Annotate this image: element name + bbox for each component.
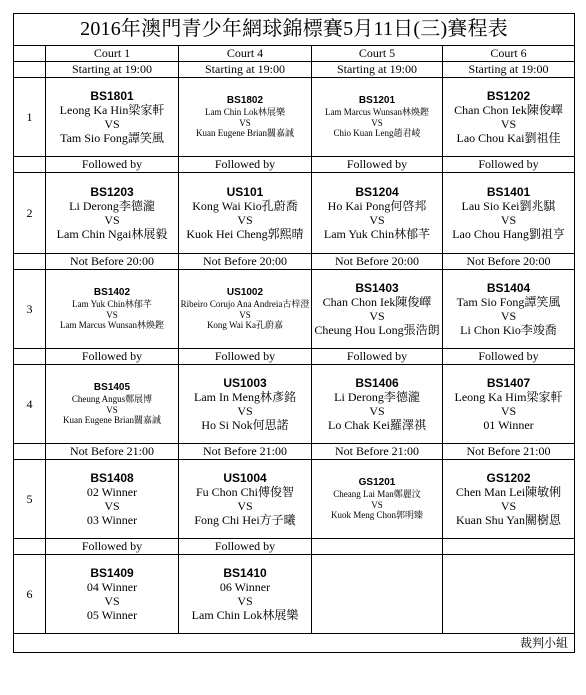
player-two: Kuan Eugene Brian關嘉誠 bbox=[63, 415, 161, 426]
player-two: Chio Kuan Leng趙君崚 bbox=[333, 128, 421, 139]
row-number: 3 bbox=[14, 270, 46, 349]
vs-label: VS bbox=[237, 594, 253, 608]
vs-label: VS bbox=[369, 213, 385, 227]
row-number: 1 bbox=[14, 78, 46, 157]
player-two: Kuan Eugene Brian關嘉誠 bbox=[196, 128, 294, 139]
schedule-note: Not Before 20:00 bbox=[443, 254, 575, 270]
player-two: Li Chon Kio李竣喬 bbox=[460, 323, 557, 338]
match-row bbox=[14, 555, 575, 634]
vs-label: VS bbox=[239, 309, 251, 320]
match-id: BS1409 bbox=[90, 565, 134, 580]
match-cell bbox=[443, 365, 575, 444]
vs-label: VS bbox=[369, 404, 385, 418]
vs-label: VS bbox=[239, 117, 251, 128]
match-id: BS1802 bbox=[226, 95, 264, 107]
match-cell bbox=[312, 173, 443, 254]
row-number: 4 bbox=[14, 365, 46, 444]
match-id: BS1401 bbox=[486, 184, 531, 199]
separator-blank bbox=[14, 349, 46, 365]
court-header: Court 4 bbox=[179, 46, 312, 62]
player-two: Lam Marcus Wunsan林煥鏗 bbox=[60, 320, 164, 331]
separator-blank bbox=[14, 539, 46, 555]
player-one: Li Derong李德瀧 bbox=[334, 389, 420, 404]
player-two: 05 Winner bbox=[86, 608, 138, 623]
match-cell bbox=[46, 365, 179, 444]
schedule-note: Followed by bbox=[46, 157, 179, 173]
match-cell bbox=[312, 365, 443, 444]
match-id: BS1403 bbox=[355, 280, 399, 295]
vs-label: VS bbox=[500, 404, 517, 418]
player-two: Lam Chin Lok林展樂 bbox=[191, 608, 299, 623]
schedule-note: Followed by bbox=[179, 349, 312, 365]
vs-label: VS bbox=[500, 499, 517, 513]
player-one: Cheung Angus鄭展博 bbox=[71, 393, 153, 404]
schedule-note: Not Before 20:00 bbox=[312, 254, 443, 270]
start-time: Starting at 19:00 bbox=[46, 62, 179, 78]
match-cell bbox=[179, 460, 312, 539]
player-two: Tam Sio Fong譚笑風 bbox=[60, 131, 164, 146]
schedule-note: Followed by bbox=[443, 157, 575, 173]
vs-label: VS bbox=[371, 499, 383, 510]
vs-label: VS bbox=[104, 117, 120, 131]
vs-label: VS bbox=[237, 499, 253, 513]
player-two: Lam Yuk Chin林郁芊 bbox=[323, 227, 431, 242]
match-row bbox=[14, 460, 575, 539]
player-one: Tam Sio Fong譚笑風 bbox=[456, 294, 561, 309]
match-id: BS1202 bbox=[486, 88, 531, 103]
page-title: 2016年澳門青少年網球錦標賽5月11日(三)賽程表 bbox=[14, 14, 575, 46]
row-number: 5 bbox=[14, 460, 46, 539]
match-id: US101 bbox=[226, 184, 264, 199]
vs-label: VS bbox=[237, 404, 253, 418]
match-id: GS1201 bbox=[358, 477, 396, 489]
vs-label: VS bbox=[500, 117, 517, 131]
separator-row bbox=[14, 539, 575, 555]
match-cell bbox=[312, 460, 443, 539]
court-header: Court 1 bbox=[46, 46, 179, 62]
match-id: BS1201 bbox=[358, 95, 396, 107]
row-number: 6 bbox=[14, 555, 46, 634]
player-two: Cheung Hou Long張浩朗 bbox=[314, 323, 440, 338]
match-cell bbox=[46, 270, 179, 349]
court-header: Court 6 bbox=[443, 46, 575, 62]
start-time: Starting at 19:00 bbox=[312, 62, 443, 78]
player-one: Kong Wai Kio孔蔚喬 bbox=[192, 198, 298, 213]
player-one: Leong Ka Hin梁家軒 bbox=[59, 102, 165, 117]
schedule-note bbox=[443, 539, 575, 555]
match-id: BS1405 bbox=[93, 382, 131, 394]
separator-blank bbox=[14, 444, 46, 460]
player-two: Kuan Shu Yan關樹恩 bbox=[456, 513, 562, 528]
player-two: Kong Wai Ka孔蔚嘉 bbox=[206, 320, 284, 331]
separator-row bbox=[14, 157, 575, 173]
court-header: Court 5 bbox=[312, 46, 443, 62]
schedule-note: Not Before 21:00 bbox=[179, 444, 312, 460]
player-two: Lo Chak Kei羅澤祺 bbox=[328, 418, 426, 433]
schedule-note: Followed by bbox=[179, 157, 312, 173]
vs-label: VS bbox=[500, 213, 517, 227]
match-row bbox=[14, 365, 575, 444]
schedule-note: Not Before 20:00 bbox=[179, 254, 312, 270]
vs-label: VS bbox=[500, 309, 517, 323]
player-one: Ho Kai Pong何啓邦 bbox=[327, 198, 427, 213]
schedule-note: Not Before 20:00 bbox=[46, 254, 179, 270]
match-cell bbox=[179, 555, 312, 634]
player-one: 02 Winner bbox=[86, 484, 138, 499]
match-cell bbox=[443, 78, 575, 157]
schedule-note: Followed by bbox=[46, 349, 179, 365]
match-id: BS1410 bbox=[223, 565, 267, 580]
player-one: Chen Man Lei陳敏俐 bbox=[455, 484, 562, 499]
match-id: BS1406 bbox=[355, 375, 399, 390]
schedule-note bbox=[312, 539, 443, 555]
match-id: GS1202 bbox=[486, 470, 531, 485]
match-id: US1004 bbox=[223, 470, 267, 485]
match-row bbox=[14, 173, 575, 254]
schedule-note: Not Before 21:00 bbox=[443, 444, 575, 460]
player-two: Ho Si Nok何思諾 bbox=[201, 418, 289, 433]
schedule-note: Followed by bbox=[443, 349, 575, 365]
match-row bbox=[14, 270, 575, 349]
court-header-row bbox=[14, 46, 575, 62]
player-one: Chan Chon Iek陳俊嶧 bbox=[454, 102, 563, 117]
schedule-body bbox=[14, 78, 575, 634]
vs-label: VS bbox=[104, 594, 120, 608]
schedule-note: Followed by bbox=[179, 539, 312, 555]
match-cell bbox=[179, 78, 312, 157]
vs-label: VS bbox=[106, 404, 118, 415]
separator-row bbox=[14, 444, 575, 460]
separator-blank bbox=[14, 157, 46, 173]
empty-cell bbox=[443, 555, 575, 634]
player-two: Fong Chi Hei方子曦 bbox=[194, 513, 296, 528]
player-two: Kuok Hei Cheng郭熙晴 bbox=[186, 227, 304, 242]
schedule-note: Followed by bbox=[312, 349, 443, 365]
match-cell bbox=[46, 173, 179, 254]
footer-row bbox=[14, 634, 575, 653]
player-one: Lam Chin Lok林展樂 bbox=[205, 106, 285, 117]
vs-label: VS bbox=[237, 213, 253, 227]
player-two: 01 Winner bbox=[483, 418, 534, 433]
separator-blank bbox=[14, 254, 46, 270]
player-one: Li Derong李德瀧 bbox=[69, 198, 155, 213]
vs-label: VS bbox=[106, 309, 118, 320]
footer-note: 裁判小組 bbox=[14, 634, 575, 653]
schedule-sheet bbox=[13, 13, 574, 653]
match-id: BS1801 bbox=[90, 88, 134, 103]
start-time-row bbox=[14, 62, 575, 78]
schedule-note: Followed by bbox=[46, 539, 179, 555]
player-one: Leong Ka Him梁家軒 bbox=[454, 389, 563, 404]
player-one: Fu Chon Chi傅俊智 bbox=[195, 484, 295, 499]
match-cell bbox=[179, 173, 312, 254]
corner-cell bbox=[14, 62, 46, 78]
start-time: Starting at 19:00 bbox=[179, 62, 312, 78]
vs-label: VS bbox=[369, 309, 385, 323]
match-cell bbox=[312, 270, 443, 349]
player-one: Cheang Lai Man鄭麗汶 bbox=[333, 488, 421, 499]
vs-label: VS bbox=[104, 213, 120, 227]
match-id: US1002 bbox=[226, 287, 264, 299]
schedule-note: Followed by bbox=[312, 157, 443, 173]
player-two: Lao Chou Hang劉祖亨 bbox=[452, 227, 565, 242]
match-row bbox=[14, 78, 575, 157]
match-id: BS1404 bbox=[486, 280, 531, 295]
player-one: Chan Chon Iek陳俊嶧 bbox=[322, 294, 432, 309]
player-one: 06 Winner bbox=[219, 579, 271, 594]
vs-label: VS bbox=[371, 117, 383, 128]
match-cell bbox=[179, 365, 312, 444]
player-one: Lam Marcus Wunsan林煥鏗 bbox=[325, 106, 429, 117]
empty-cell bbox=[312, 555, 443, 634]
match-cell bbox=[179, 270, 312, 349]
match-id: BS1408 bbox=[90, 470, 134, 485]
player-two: 03 Winner bbox=[86, 513, 138, 528]
schedule-note: Not Before 21:00 bbox=[46, 444, 179, 460]
player-one: Lam Yuk Chin林郁芊 bbox=[72, 298, 152, 309]
corner-cell bbox=[14, 46, 46, 62]
match-cell bbox=[443, 460, 575, 539]
schedule-table bbox=[13, 13, 575, 653]
player-one: 04 Winner bbox=[86, 579, 138, 594]
schedule-note: Not Before 21:00 bbox=[312, 444, 443, 460]
match-cell bbox=[443, 173, 575, 254]
title-row bbox=[14, 14, 575, 46]
match-cell bbox=[46, 460, 179, 539]
match-cell bbox=[46, 555, 179, 634]
row-number: 2 bbox=[14, 173, 46, 254]
vs-label: VS bbox=[104, 499, 120, 513]
player-two: Lao Chou Kai劉祖佳 bbox=[456, 131, 561, 146]
player-two: Lam Chin Ngai林展毅 bbox=[56, 227, 168, 242]
match-id: BS1407 bbox=[486, 375, 531, 390]
player-two: Kuok Meng Chon郭明臻 bbox=[331, 510, 423, 521]
start-time: Starting at 19:00 bbox=[443, 62, 575, 78]
match-id: BS1203 bbox=[90, 184, 134, 199]
match-cell bbox=[46, 78, 179, 157]
player-one: Ribeiro Corujo Ana Andreia古梓澄 bbox=[180, 298, 310, 309]
match-id: BS1402 bbox=[93, 287, 131, 299]
separator-row bbox=[14, 254, 575, 270]
match-cell bbox=[312, 78, 443, 157]
match-id: BS1204 bbox=[355, 184, 399, 199]
match-cell bbox=[443, 270, 575, 349]
separator-row bbox=[14, 349, 575, 365]
match-id: US1003 bbox=[223, 375, 267, 390]
player-one: Lam In Meng林彥銘 bbox=[194, 389, 296, 404]
player-one: Lau Sio Kei劉兆騏 bbox=[461, 198, 556, 213]
